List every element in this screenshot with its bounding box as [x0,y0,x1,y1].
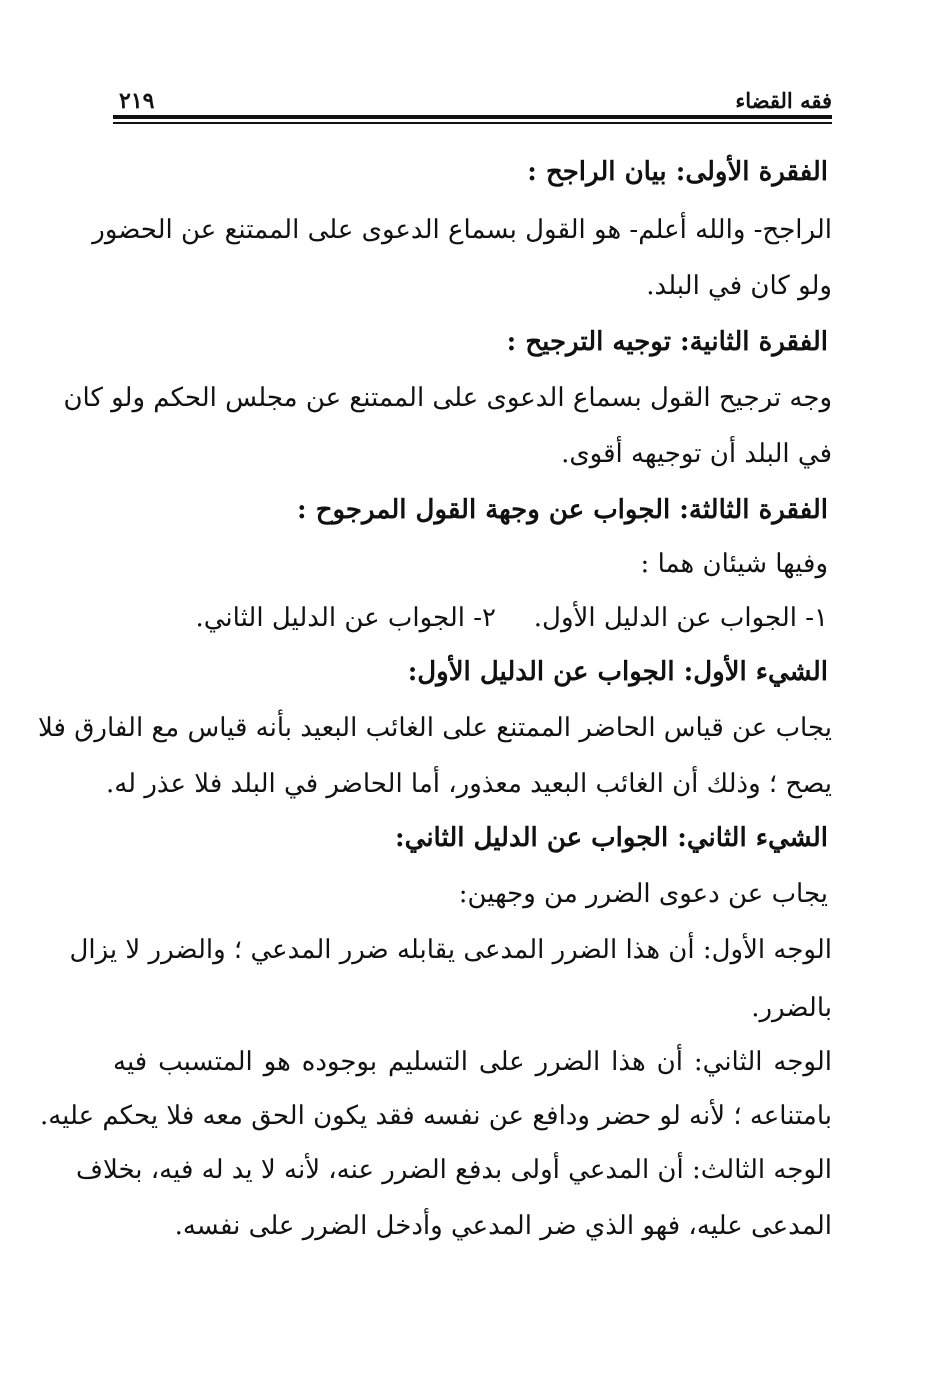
running-title: فقه القضاء [735,88,832,113]
paragraph-line: المدعى عليه، فهو الذي ضر المدعي وأدخل الضرر على نفسه. [174,1211,832,1241]
paragraph-line: بالضرر. [751,993,832,1023]
running-header [113,84,832,114]
list-item-first: ١- الجواب عن الدليل الأول. [533,603,828,633]
paragraph-line: بامتناعه ؛ لأنه لو حضر ودافع عن نفسه فقد يكون الحق معه فلا يحكم عليه. [39,1101,832,1131]
paragraph-line: وجه ترجيح القول بسماع الدعوى على الممتنع عن مجلس الحكم ولو كان [63,383,832,413]
list-item-second: ٢- الجواب عن الدليل الثاني. [195,603,496,633]
page-number: ٢١٩ [119,88,155,114]
paragraph-line: ولو كان في البلد. [646,271,832,301]
paragraph-line: يجاب عن قياس الحاضر الممتنع على الغائب البعيد بأنه قياس مع الفارق فلا [38,713,832,743]
heading-first-thing: الشيء الأول: الجواب عن الدليل الأول: [407,657,828,687]
paragraph-line: في البلد أن توجيهه أقوى. [561,439,832,469]
heading-second-thing: الشيء الثاني: الجواب عن الدليل الثاني: [395,823,828,853]
heading-first-section: الفقرة الأولى: بيان الراجح : [527,157,828,187]
paragraph-line: وفيها شيئان هما : [640,549,828,579]
header-rule-thick [113,115,832,119]
header-rule-thin [113,122,832,124]
paragraph-line: الوجه الأول: أن هذا الضرر المدعى يقابله ضرر المدعي ؛ والضرر لا يزال [69,935,832,965]
paragraph-line: الراجح- والله أعلم- هو القول بسماع الدعوى على الممتنع عن الحضور [92,215,832,245]
heading-second-section: الفقرة الثانية: توجيه الترجيح : [506,327,828,357]
paragraph-line: الوجه الثاني: أن هذا الضرر على التسليم بوجوده هو المتسبب فيه [113,1047,832,1077]
paragraph-line: يصح ؛ وذلك أن الغائب البعيد معذور، أما الحاضر في البلد فلا عذر له. [105,769,832,799]
heading-third-section: الفقرة الثالثة: الجواب عن وجهة القول المرجوح : [297,495,828,525]
paragraph-line: الوجه الثالث: أن المدعي أولى بدفع الضرر عنه، لأنه لا يد له فيه، بخلاف [76,1155,832,1185]
paragraph-line: يجاب عن دعوى الضرر من وجهين: [458,879,828,909]
